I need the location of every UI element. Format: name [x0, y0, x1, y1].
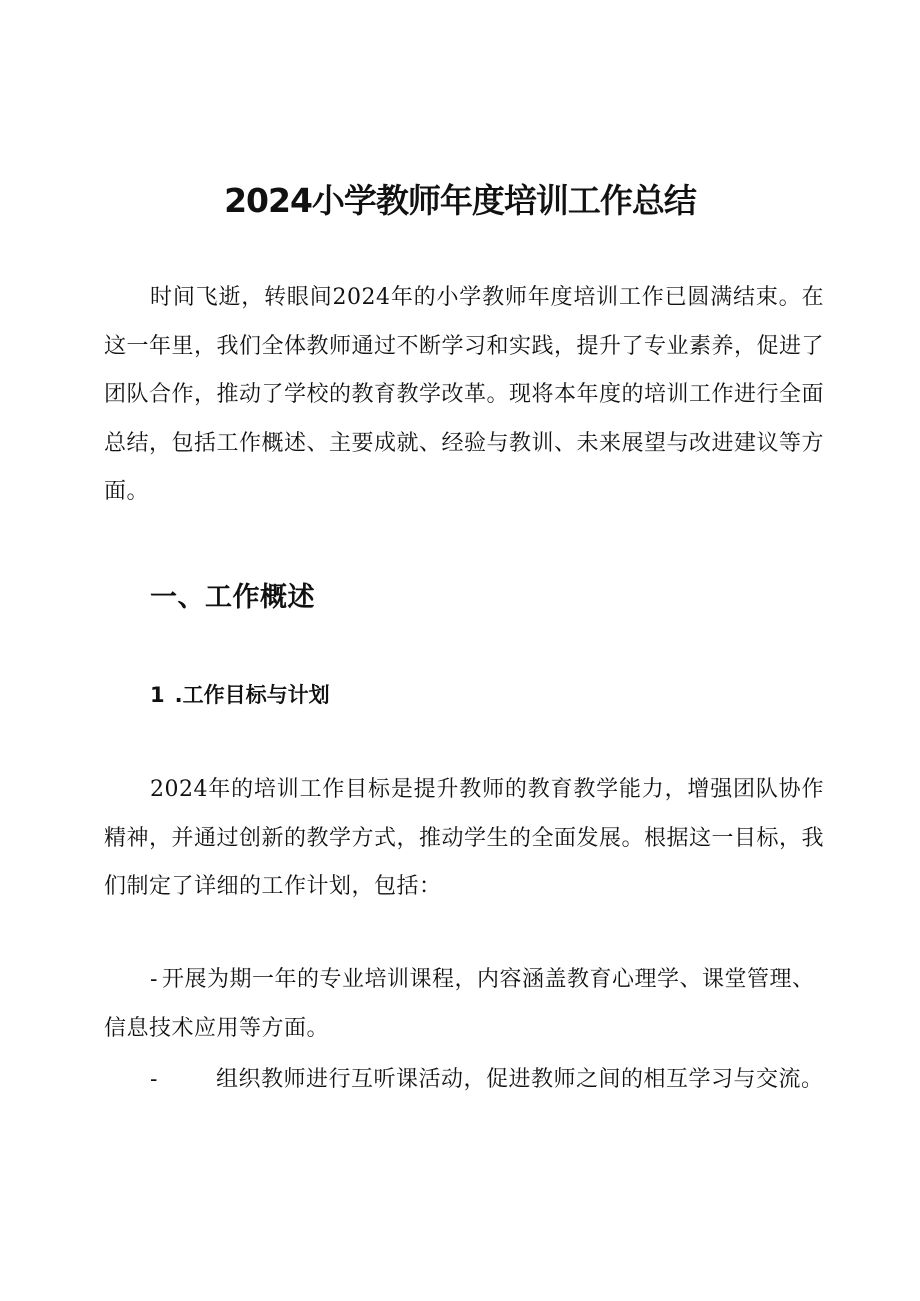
goal-paragraph: 2024年的培训工作目标是提升教师的教育教学能力，增强团队协作精神，并通过创新的教学方式，推动学生的全面发展。根据这一目标，我们制定了详细的工作计划，包括： — [104, 777, 825, 899]
subsection-heading — [150, 677, 330, 713]
list-dash: - — [150, 967, 158, 992]
list-dash: - — [150, 1067, 158, 1092]
document-title: 2024小学教师年度培训工作总结 — [224, 181, 696, 220]
list-item — [150, 1056, 850, 1105]
list-item — [104, 956, 824, 1053]
list-item-text: 组织教师进行互听课活动，促进教师之间的相互学习与交流。 — [216, 1067, 824, 1092]
subsection-number: 1 — [150, 683, 165, 707]
list-item-text: 开展为期一年的专业培训课程，内容涵盖教育心理学、课堂管理、信息技术应用等方面。 — [104, 967, 815, 1041]
subsection-title: .工作目标与计划 — [174, 683, 330, 707]
section-heading: 一、工作概述 — [150, 582, 315, 613]
intro-paragraph: 时间飞逝，转眼间2024年的小学教师年度培训工作已圆满结束。在这一年里，我们全体教师通过不断学习和实践，提升了专业素养，促进了团队合作，推动了学校的教育教学改革。现将本年度的培训工作进行全面总结，包括工作概述、主要成就、经验与教训、未来展望与改进建议等方面。 — [104, 285, 825, 504]
